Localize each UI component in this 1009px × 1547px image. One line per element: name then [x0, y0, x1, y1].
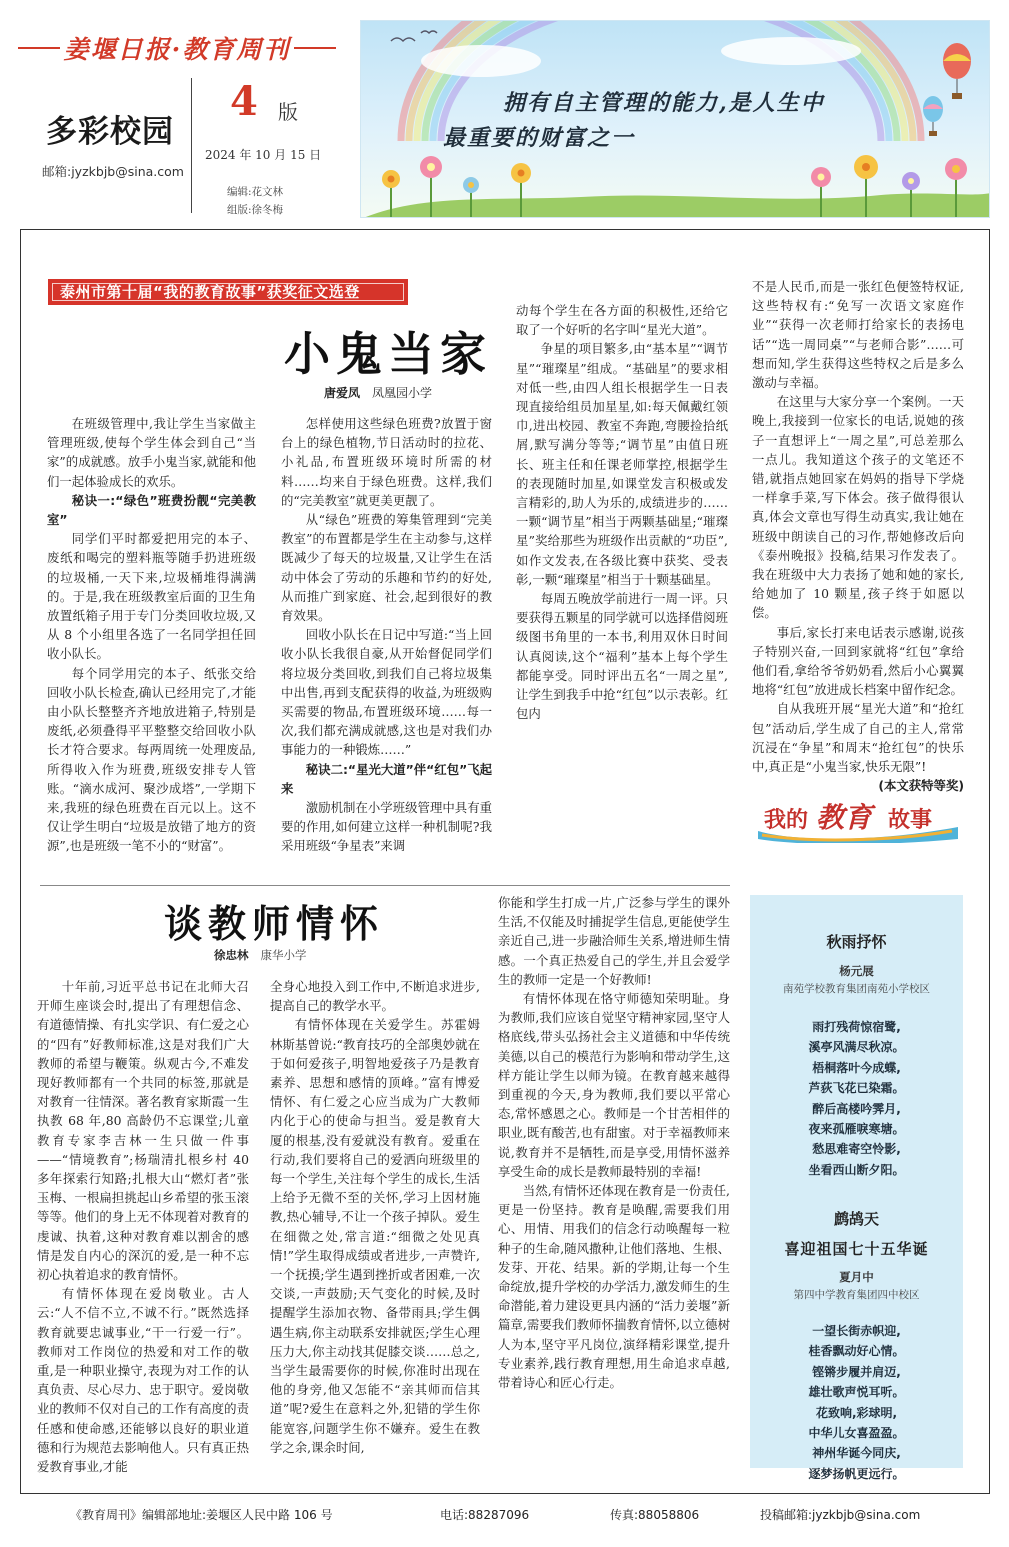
footer-email[interactable]: 投稿邮箱:jyzkbjb@sina.com [760, 1508, 921, 1522]
page-number: 4 [230, 78, 258, 125]
poem-line: 夜来孤雁唳寒塘。 [808, 1122, 905, 1137]
poetry-sidebar [750, 895, 963, 1481]
poem1-author: 杨元展 [839, 964, 874, 978]
masthead-name [18, 28, 336, 68]
paragraph: 全身心地投入到工作中,不断追求进步,提高自己的教学水平。 [270, 979, 480, 1014]
paragraph: 你能和学生打成一片,广泛参与学生的课外生活,不仅能及时捕捉学生信息,更能使学生亲近自己,进一步融洽师生关系,增进师生情感。一个真正热爱自己的学生,并且会爱学生的教师一定是一个好教师! [498, 895, 730, 987]
paragraph: 从“绿色”班费的筹集管理到“完美教室”的布置都是学生在主动参与,这样既减少了每天的垃圾量,又让学生在活动中体会了劳动的乐趣和节约的好处,从而推广到家庭、社会,起到很好的教育效果。 [281, 512, 492, 624]
poem-line: 桂香飘动好心情。 [808, 1344, 905, 1359]
header-banner [360, 20, 990, 218]
my-education-story-logo [752, 797, 964, 843]
section-heading: 秘诀一:“绿色”班费扮靓“完美教室” [47, 492, 256, 528]
poem-line: 愁思难寄空怜影, [812, 1142, 901, 1157]
poem1-title: 秋雨抒怀 [826, 933, 887, 951]
poem-line: 坐看西山断夕阳。 [808, 1162, 905, 1177]
logo-text-1: 我的 [764, 808, 809, 833]
paragraph: 动每个学生在各方面的积极性,还给它取了一个好听的名字叫“星光大道”。 [516, 303, 728, 338]
paragraph: 事后,家长打来电话表示感谢,说孩子特别兴奋,一回到家就将“红包”拿给他们看,拿给爷爷奶奶看,然后小心翼翼地将“红包”放进成长档案中留作纪念。 [752, 624, 964, 698]
masthead-divider [191, 78, 192, 213]
paper-name: 姜堰日报·教育周刊 [63, 35, 291, 64]
footer-address: 《教育周刊》编辑部地址:姜堰区人民中路 106 号 [70, 1508, 333, 1522]
paragraph: 怎样使用这些绿色班费?放置于窗台上的绿色植物,节日活动时的拉花、小礼品,布置班级环境时所需的材料……均来自于绿色班费。这样,我们的“完美教室”就更美更靓了。 [281, 416, 492, 508]
paragraph: 激励机制在小学班级管理中具有重要的作用,如何建立这样一种机制呢?我采用班级“争星表”来调 [281, 800, 492, 854]
layout-name: 组版:徐冬梅 [227, 204, 284, 216]
section-heading: 秘诀二:“星光大道”伴“红包”飞起来 [281, 761, 493, 796]
paragraph: 争星的项目繁多,由“基本星”“调节星”“璀璨星”组成。“基础星”的要求相对低一些,由四人组长根据学生一日表现直接给组员加星星,如:每天佩戴红领巾,进出校园、教室不奔跑,弯腰捡拾纸屑,默写满分等等;“调节星”由值日班长、班主任和任课老师掌控,根据学生的表现随时加星,如课堂发言积极或发言精彩的,助人为乐的,成绩进步的……一颗“调节星”相当于两颗基础星;“璀璨星”奖给那些为班级作出贡献的“功臣”,如作文发表,在各级比赛中获奖、受表彰,一颗“璀璨星”相当于十颗基础星。 [516, 341, 728, 587]
article1-byline [324, 384, 432, 401]
article2-school: 康华小学 [260, 948, 307, 962]
contest-tag: 泰州市第十届“我的教育故事”获奖征文选登 [48, 279, 408, 305]
grass [361, 193, 990, 218]
logo-text-2: 教育 [816, 801, 873, 834]
article-divider [40, 885, 730, 886]
poem-line: 溪亭风满尽秋凉。 [808, 1040, 905, 1055]
paragraph: 有情怀体现在爱岗敬业。古人云:“人不信不立,不诚不行。”既然选择教育就要忠诚事业,“干一行爱一行”。教师对工作岗位的热爱和对工作的敬重,是一种职业操守,表现为对工作的认真负责、尽心尽力、忠于职守。爱岗敬业的教师不仅对自己的工作有高度的责任感和使命感,还能够以良好的职业道德和行为规范去影响他人。只有真正热爱教育事业,才能 [37, 1286, 249, 1475]
poem-line: 逐梦扬帆更远行。 [808, 1466, 905, 1481]
paragraph: 自从我班开展“星光大道”和“抢红包”活动后,学生成了自己的主人,常常沉浸在“争星”和周末“抢红包”的快乐中,真正是“小鬼当家,快乐无限”! [752, 701, 964, 775]
paragraph: 不是人民币,而是一张红色便签特权证,这些特权有:“免写一次语文家庭作业”“获得一次老师打给家长的表扬电话”“选一周同桌”“与老师合影”……可想而知,学生获得这些特权之后是多么激动与幸福。 [752, 279, 964, 391]
article1-column-4 [752, 277, 964, 795]
paragraph: 有情怀体现在恪守师德知荣明耻。身为教师,我们应该自觉坚守精神家园,坚守人格底线,带头弘扬社会主义道德和中华传统美德,以自己的模范行为影响和带动学生,这样方能让学生以师为镜。在教育越来越得到重视的今天,身为教师,我们要以平常心态,常怀感恩之心。教师是一个甘苦相伴的职业,既有酸苦,也有甜蜜。对于幸福教师来说,教育并不是牺牲,而是享受,用情怀滋养享受生命的成长是教师最特别的幸福! [498, 991, 730, 1179]
paragraph: 每周五晚放学前进行一周一评。只要获得五颗星的同学就可以选择借阅班级图书角里的一本书,利用双休日时间认真阅读,这个“福利”基本上每个学生都能享受。同时评出五名“一周之星”,让学生到我手中抢“红包”以示表彰。红包内 [516, 591, 728, 722]
poem-line: 神州华诞今同庆, [812, 1446, 901, 1461]
article1-column-1 [47, 414, 256, 856]
banner-illustration [361, 21, 990, 218]
logo-text-3: 故事 [888, 808, 933, 833]
section-title: 多彩校园 [46, 114, 174, 150]
banner-slogan-line2: 最重要的财富之一 [443, 125, 636, 151]
section-email[interactable]: 邮箱:jyzkbjb@sina.com [42, 164, 184, 179]
page-unit: 版 [278, 100, 298, 124]
article2-column-2 [270, 977, 480, 1457]
poem2-body [750, 1321, 963, 1484]
editor-name: 编辑:花文林 [227, 186, 284, 198]
page-footer [20, 1503, 990, 1525]
poem-line: 铿锵步履并肩迈, [812, 1364, 901, 1379]
award-note: (本文获特等奖) [878, 778, 964, 794]
poem-line: 醉后高楼吟霁月, [812, 1101, 901, 1116]
footer-fax: 传真:88058806 [610, 1508, 700, 1522]
poem1-school: 南苑学校教育集团南苑小学校区 [783, 983, 930, 995]
article2-byline [214, 947, 307, 963]
poem-line: 中华儿女喜盈盈。 [808, 1426, 905, 1441]
balloon-icon [923, 43, 971, 136]
poem2-subtitle: 喜迎祖国七十五华诞 [784, 1240, 929, 1258]
poem-line: 梧桐落叶今成蝶, [812, 1060, 901, 1075]
masthead-rule-right [294, 47, 336, 49]
paragraph: 每个同学用完的本子、纸张交给回收小队长检查,确认已经用完了,才能由小队长整整齐齐地放进箱子,特别是废纸,必须叠得平平整整交给回收小队长才符合要求。每两周统一处理废品,所得收入作为班费,班级安排专人管账。“滴水成河、聚沙成塔”,一学期下来,我班的绿色班费在百元以上。这不仅让学生明白“垃圾是放错了地方的资源”,也是班级一笔不小的“财富”。 [47, 665, 256, 854]
poem-line: 雨打残荷惊宿鹭, [812, 1020, 901, 1034]
article1-school: 凤凰园小学 [372, 386, 433, 400]
banner-slogan-line1: 拥有自主管理的能力,是人生中 [503, 90, 825, 116]
paragraph: 当然,有情怀还体现在教育是一份责任,更是一份坚持。教育是唤醒,需要我们用心、用情、用我们的信念行动唤醒每一粒种子的生命,随风撒种,让他们落地、生根、发芽、开花、结果。新的学期,让每一个生命绽放,提升学校的办学活力,激发师生的生命潜能,着力建设更具内涵的“活力姜堰”新篇章,需要我们教师怀揣教育情怀,以立德树人为本,坚守平凡岗位,演绎精彩课堂,提升专业素养,践行教育理想,用生命追求卓越,带着诗心和匠心行走。 [498, 1183, 730, 1391]
footer-phone: 电话:88287096 [440, 1508, 530, 1522]
article2-column-1 [37, 977, 249, 1476]
masthead-rule-left [18, 47, 60, 49]
article1-title: 小鬼当家 [284, 327, 492, 381]
poem2-school: 第四中学教育集团四中校区 [793, 1289, 920, 1301]
article2-author: 徐忠林 [214, 948, 249, 962]
paragraph: 在班级管理中,我让学生当家做主管理班级,使每个学生体会到自己“当家”的成就感。放手小鬼当家,就能和他们一起体验成长的欢乐。 [47, 416, 256, 489]
article1-column-3 [516, 301, 728, 723]
paragraph: 同学们平时都爱把用完的本子、废纸和喝完的塑料瓶等随手扔进班级的垃圾桶,一天下来,垃圾桶堆得满满的。于是,我在班级教室后面的卫生角放置纸箱子用于专门分类回收垃圾,又从 8 个小组里各选了一名同学担任回收小队长。 [47, 531, 256, 662]
article1-author: 唐爱凤 [324, 386, 361, 400]
poem-line: 一望长街赤帜迎, [812, 1324, 901, 1338]
article2-title: 谈教师情怀 [164, 901, 385, 946]
paragraph: 回收小队长在日记中写道:“当上回收小队长我很自豪,从开始督促同学们将垃圾分类回收,到我们自己将垃圾集中出售,再到支配获得的收益,为班级购买需要的物品,布置班级环境……每一次,我们都充满成就感,这也是对我们办事能力的一种锻炼……” [281, 627, 492, 758]
editor-credits [227, 183, 283, 219]
poem-line: 雄壮歌声悦耳听。 [808, 1385, 905, 1400]
paragraph: 在这里与大家分享一个案例。一天晚上,我接到一位家长的电话,说她的孩子一直想评上“一周之星”,可总差那么一点儿。我知道这个孩子的文笔还不错,就指点她回家在妈妈的指导下学烧一样拿手菜,写下体会。孩子做得很认真,体会文章也写得生动真实,我让她在班级中朗读自己的习作,帮她修改后向《泰州晚报》投稿,结果习作发表了。我在班级中大力表扬了她和她的家长,给她加了 10 颗星,孩子终于如愿以偿。 [752, 394, 964, 621]
article2-column-3 [498, 893, 730, 1392]
bird-icon [391, 31, 437, 41]
poem-line: 芦荻飞花已染霜。 [808, 1081, 905, 1096]
article1-column-2 [281, 414, 492, 856]
paragraph: 有情怀体现在关爱学生。苏霍姆林斯基曾说:“教育技巧的全部奥妙就在于如何爱孩子,明智地爱孩子乃是教育素养、思想和感情的顶峰。”富有博爱情怀、有仁爱之心应当成为广大教师内化于心的使命与担当。爱是教育大厦的根基,没有爱就没有教育。爱重在行动,我们要将自己的爱洒向班级里的每一个学生,关注每个学生的成长,生活上给予无微不至的关怀,学习上因材施教,热心辅导,不让一个孩子掉队。爱生在细微之处,常言道:“细微之处见真情!”学生取得成绩或者进步,一声赞许,一个抚摸;学生遇到挫折或者困难,一次交谈,一声鼓励;天气变化的时候,及时提醒学生添加衣物、备带雨具;学生偶遇生病,你主动联系安排就医;学生心理压力大,你主动找其促膝交谈……总之,当学生最需要你的时候,你准时出现在他的身旁,他又怎能不“亲其师而信其道”呢?爱生在意料之外,犯错的学生你能宽容,问题学生你不嫌弃。爱生在教学之余,课余时间, [270, 1017, 480, 1455]
paragraph: 十年前,习近平总书记在北师大召开师生座谈会时,提出了有理想信念、有道德情操、有扎实学识、有仁爱之心的“四有”好教师标准,这是对我们广大教师的希望与鞭策。纵观古今,不难发现好教师都有一个共同的标签,那就是对教育一往情深。著名教育家斯霞一生执教 68 年,80 高龄仍不忘课堂;儿童教育专家李吉林一生只做一件事——“情境教育”;杨瑞清扎根乡村 40 多年探索行知路;扎根大山“燃灯者”张玉梅、一根扁担挑起山乡希望的张玉滚等等。他们的身上无不体现着对教育的虔诚、执着,这种对教育难以割舍的感情是发自内心的深沉的爱,是一种不忘初心执着追求的教育情怀。 [37, 979, 249, 1283]
publication-date: 2024 年 10 月 15 日 [205, 148, 322, 162]
poem-line: 花致响,彩球明, [815, 1405, 898, 1420]
poem1-body [750, 1017, 963, 1180]
poem2-title: 鹧鸪天 [833, 1210, 879, 1228]
poem2-author: 夏月中 [839, 1270, 874, 1284]
